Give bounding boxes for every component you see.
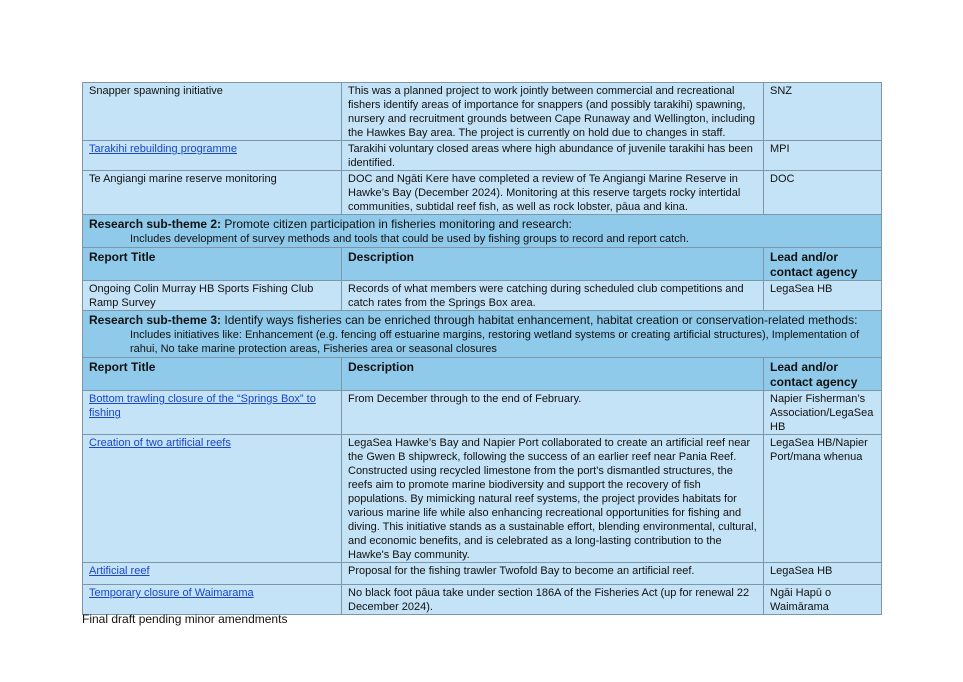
header-description: Description bbox=[342, 248, 764, 281]
report-title: Te Angiangi marine reserve monitoring bbox=[89, 173, 277, 185]
table-row bbox=[83, 391, 882, 435]
report-title-link[interactable]: Bottom trawling closure of the “Springs Box” to fishing bbox=[89, 393, 316, 419]
subtheme-title: Promote citizen participation in fisheries monitoring and research: bbox=[221, 217, 572, 231]
header-report-title: Report Title bbox=[83, 248, 342, 281]
description-cell: Tarakihi voluntary closed areas where high abundance of juvenile tarakihi has been identified. bbox=[342, 141, 764, 171]
report-title-cell bbox=[83, 141, 342, 171]
subtheme-heading bbox=[89, 313, 875, 328]
description-cell: Proposal for the fishing trawler Twofold Bay to become an artificial reef. bbox=[342, 563, 764, 585]
table-row bbox=[83, 83, 882, 141]
report-title-cell bbox=[83, 563, 342, 585]
table-row bbox=[83, 141, 882, 171]
subtheme-heading bbox=[89, 217, 875, 232]
subtheme-cell bbox=[83, 311, 882, 358]
table-header-row bbox=[83, 248, 882, 281]
report-title-cell bbox=[83, 585, 342, 615]
subtheme-cell bbox=[83, 215, 882, 248]
report-title-link[interactable]: Temporary closure of Waimarama bbox=[89, 587, 254, 599]
subtheme-label: Research sub-theme 2: bbox=[89, 217, 222, 231]
header-lead-agency: Lead and/or contact agency bbox=[764, 358, 882, 391]
document-footer-note: Final draft pending minor amendments bbox=[82, 612, 288, 626]
lead-agency-cell: LegaSea HB bbox=[764, 281, 882, 311]
report-title-cell bbox=[83, 171, 342, 215]
subtheme-row bbox=[83, 311, 882, 358]
header-report-title: Report Title bbox=[83, 358, 342, 391]
report-title-cell bbox=[83, 435, 342, 563]
lead-agency-cell: Ngāi Hapū o Waimārama bbox=[764, 585, 882, 615]
table-row bbox=[83, 585, 882, 615]
description-cell: Records of what members were catching during scheduled club competitions and catch rates from the Springs Box area. bbox=[342, 281, 764, 311]
report-title: Ongoing Colin Murray HB Sports Fishing Club Ramp Survey bbox=[89, 283, 314, 309]
description-cell: This was a planned project to work jointly between commercial and recreational fishers identify areas of importance for snappers (and possibly tarakihi) spawning, nursery and recruitment grounds between Cape Runaway and Wellington, including the Hawkes Bay area. The project is currently on hold due to changes in staff. bbox=[342, 83, 764, 141]
subtheme-row bbox=[83, 215, 882, 248]
report-title-cell bbox=[83, 83, 342, 141]
lead-agency-cell: LegaSea HB/Napier Port/mana whenua bbox=[764, 435, 882, 563]
description-cell: No black foot pāua take under section 186A of the Fisheries Act (up for renewal 22 December 2024). bbox=[342, 585, 764, 615]
table-row bbox=[83, 281, 882, 311]
lead-agency-cell: Napier Fisherman’s Association/LegaSea HB bbox=[764, 391, 882, 435]
report-title-link[interactable]: Tarakihi rebuilding programme bbox=[89, 143, 237, 155]
description-cell: DOC and Ngāti Kere have completed a review of Te Angiangi Marine Reserve in Hawke’s Bay (December 2024). Monitoring at this reserve targets rocky intertidal communities, subtidal reef fish, as well as rock lobster, pāua and kina. bbox=[342, 171, 764, 215]
report-title-link[interactable]: Artificial reef bbox=[89, 565, 150, 577]
research-table-body bbox=[83, 83, 882, 615]
lead-agency-cell: DOC bbox=[764, 171, 882, 215]
subtheme-label: Research sub-theme 3: bbox=[89, 313, 222, 327]
table-row bbox=[83, 435, 882, 563]
description-cell: From December through to the end of February. bbox=[342, 391, 764, 435]
header-lead-agency: Lead and/or contact agency bbox=[764, 248, 882, 281]
report-title-cell bbox=[83, 281, 342, 311]
report-title-cell bbox=[83, 391, 342, 435]
table-row bbox=[83, 563, 882, 585]
research-table-container bbox=[82, 82, 881, 615]
description-cell: LegaSea Hawke’s Bay and Napier Port collaborated to create an artificial reef near the Gwen B shipwreck, following the success of an earlier reef near Pania Reef. Constructed using recycled limestone from the port's dismantled structures, the reefs aim to promote marine biodiversity and support the recovery of fish populations. By mimicking natural reef systems, the project provides habitats for various marine life while also enhancing recreational opportunities for fishing and diving. This initiative stands as a sustainable effort, blending environmental, cultural, and economic benefits, and is celebrated as a long-lasting contribution to the Hawke's Bay community. bbox=[342, 435, 764, 563]
subtheme-description: Includes initiatives like: Enhancement (e.g. fencing off estuarine margins, restoring wetland systems or creating artificial structures), Implementation of rahui, No take marine protection areas, Fisheries area or seasonal closures bbox=[130, 329, 860, 355]
subtheme-title: Identify ways fisheries can be enriched through habitat enhancement, habitat creation or conservation-related methods: bbox=[221, 313, 858, 327]
lead-agency-cell: SNZ bbox=[764, 83, 882, 141]
report-title: Snapper spawning initiative bbox=[89, 85, 223, 97]
table-row bbox=[83, 171, 882, 215]
report-title-link[interactable]: Creation of two artificial reefs bbox=[89, 437, 231, 449]
research-table bbox=[82, 82, 882, 615]
lead-agency-cell: MPI bbox=[764, 141, 882, 171]
header-description: Description bbox=[342, 358, 764, 391]
subtheme-description: Includes development of survey methods and tools that could be used by fishing groups to record and report catch. bbox=[130, 233, 689, 245]
table-header-row bbox=[83, 358, 882, 391]
lead-agency-cell: LegaSea HB bbox=[764, 563, 882, 585]
